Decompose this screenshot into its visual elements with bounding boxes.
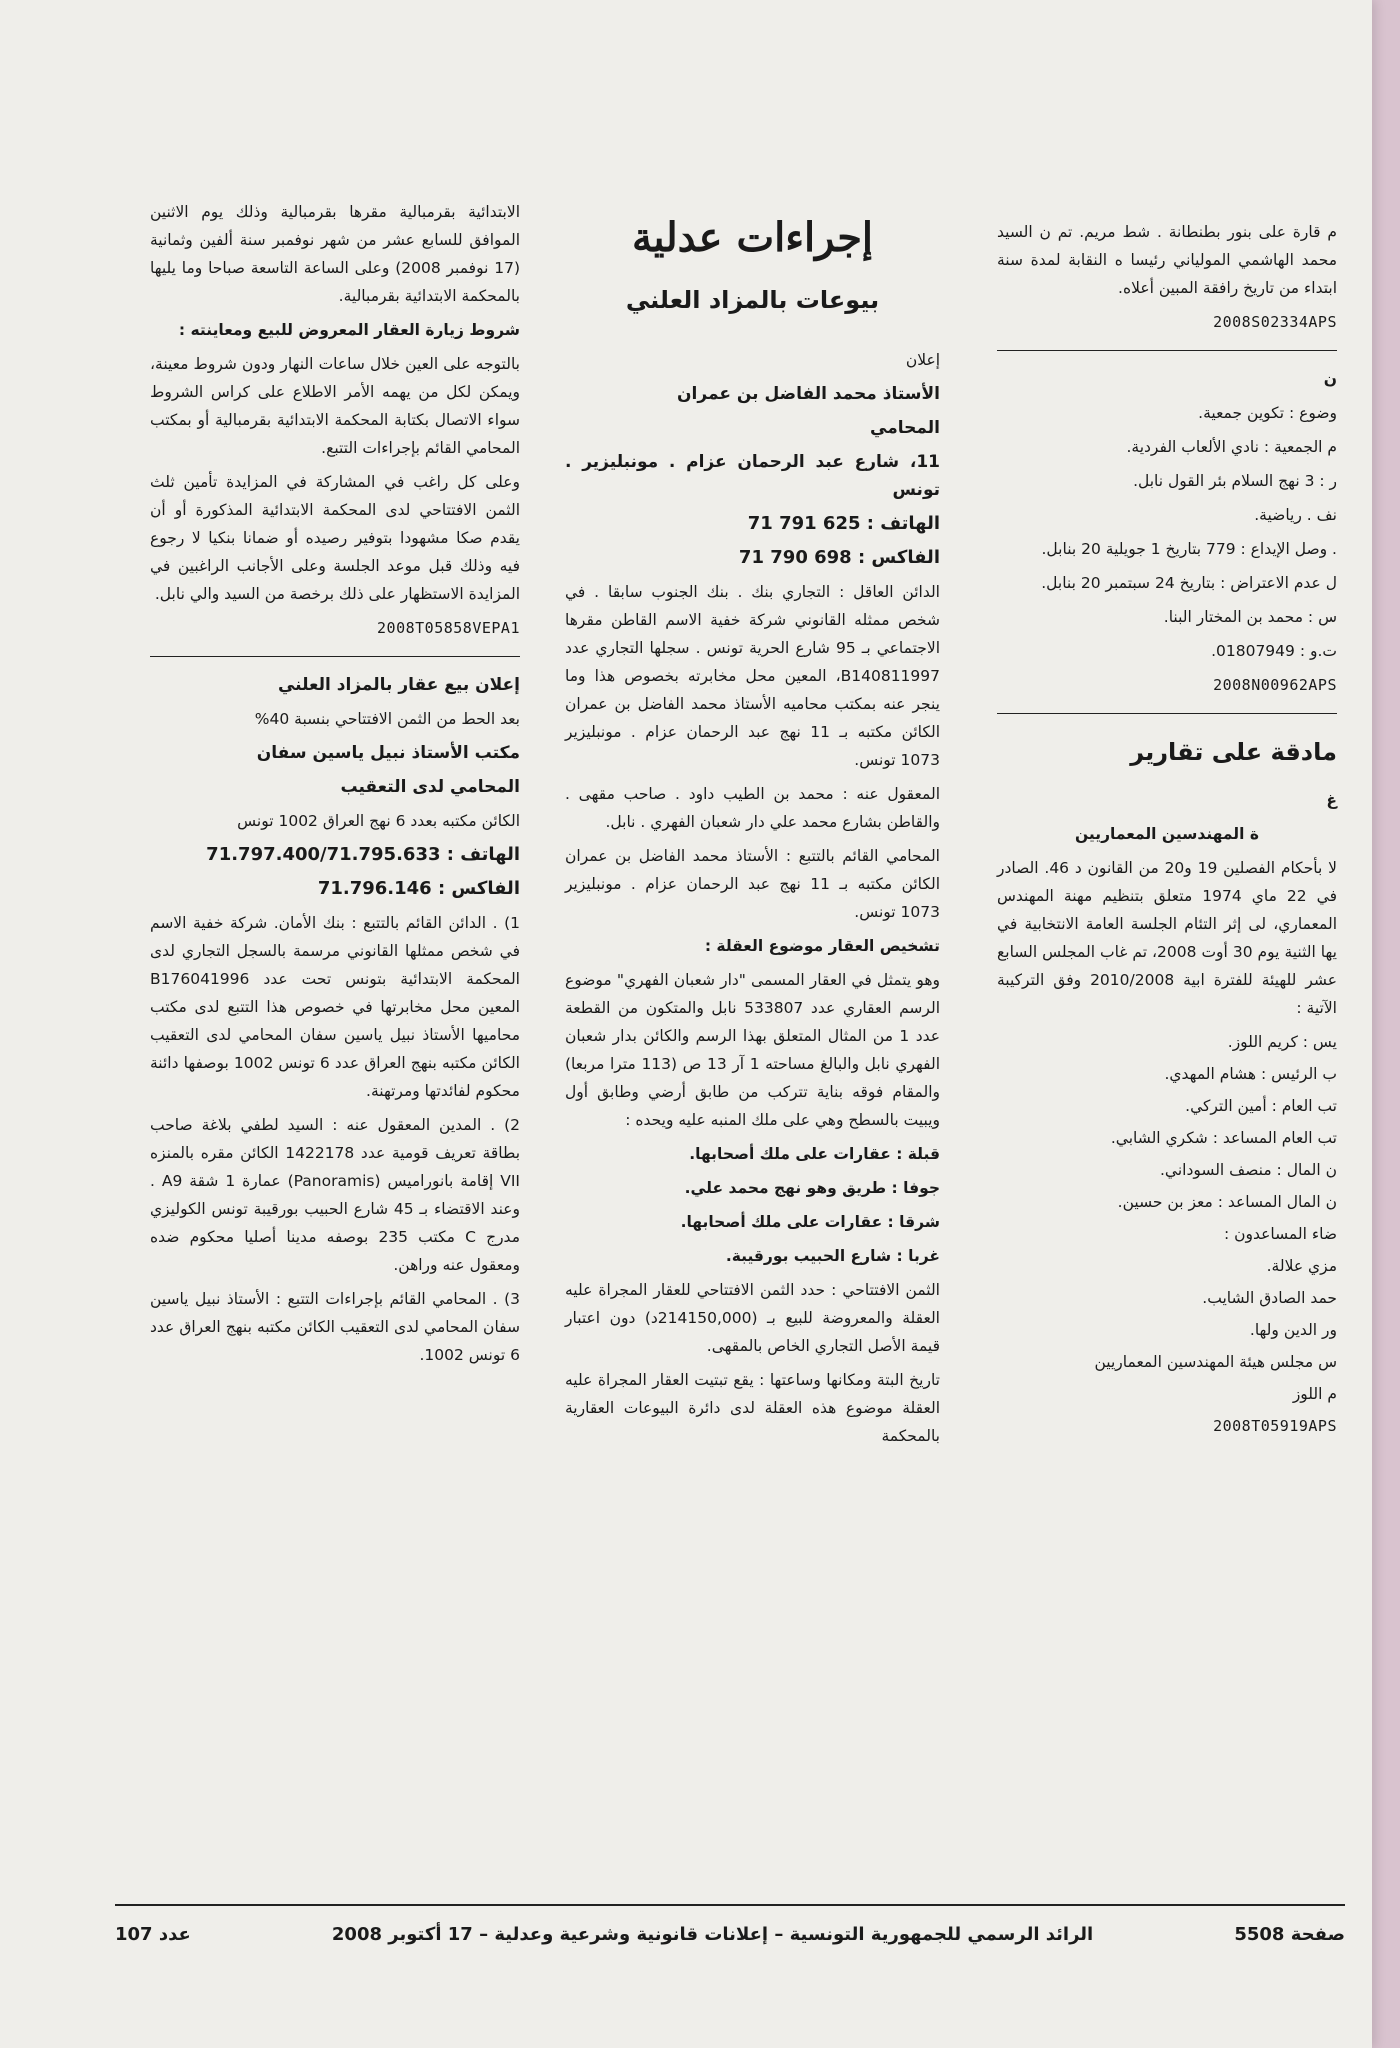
member-item: ب الرئيس : هشام المهدي. (1164, 1065, 1337, 1083)
office-title: المحامي لدى التعقيب (340, 777, 520, 797)
member-item: ن المال : منصف السوداني. (1160, 1161, 1337, 1179)
list-item: نف . رياضية. (1254, 506, 1337, 524)
reference-code: 2008N00962APS (1213, 676, 1337, 694)
lawyer-profession: المحامي (870, 418, 940, 438)
left-column (150, 198, 520, 1375)
member-item: حمد الصادق الشايب. (1202, 1289, 1337, 1307)
paragraph: 1) . الدائن القائم بالتتبع : بنك الأمان. شركة خفية الاسم في شخص ممثلها القانوني مرسمة بالسجل التجاري لدى المحكمة الابتدائية بتونس تحت عدد B176041996 المعين محل مخابرتها في خصوص هذا التتبع لدى مكتب محاميها الأستاذ نبيل ياسين سفان المحامي لدى التعقيب الكائن مكتبه بنهج العراق عدد 6 تونس 1002 بوصفها دائنة محكوم لفائدتها ومرتهنة. (150, 914, 520, 1100)
fax-number: الفاكس : 71.796.146 (317, 878, 520, 899)
paragraph: 3) . المحامي القائم بإجراءات التتبع : الأستاذ نبيل ياسين سفان المحامي لدى التعقيب الكائن مكتبه بنهج العراق عدد 6 تونس 1002. (150, 1290, 520, 1364)
paragraph: الابتدائية بقرمبالية مقرها بقرمبالية وذلك يوم الاثنين الموافق للسابع عشر من شهر نوفمبر سنة ألفين وثمانية (17 نوفمبر 2008) وعلى الساعة التاسعة صباحا وما يليها بالمحكمة الابتدائية بقرمبالية. (150, 203, 520, 305)
paragraph: م قارة على بنور بطنطانة . شط مريم. تم ن السيد محمد الهاشمي المولياني رئيسا ه النقابة لمدة سنة ابتداء من تاريخ رافقة المبين أعلاه. (997, 223, 1337, 297)
member-item: يس : كريم اللوز. (1227, 1033, 1337, 1051)
divider (997, 713, 1337, 714)
issue-number: عدد 107 (115, 1923, 191, 1945)
reference-code: 2008T05858VEPA1 (377, 619, 520, 637)
section-title: إجراءات عدلية (631, 214, 874, 261)
member-item: ور الدين ولها. (1249, 1321, 1337, 1339)
paragraph: المحامي القائم بالتتبع : الأستاذ محمد الفاضل بن عمران الكائن مكتبه بـ 11 نهج عبد الرحمان عزام . مونبليزير 1073 تونس. (565, 847, 940, 921)
paragraph: لا بأحكام الفصلين 19 و20 من القانون د 46. الصادر في 22 ماي 1974 متعلق بتنظيم مهنة المهندس المعماري، لى إثر التئام الجلسة العامة الانتخابية في يها الثنية يوم 30 أوت 2008، تم غاب المجلس السابع عشر للهيئة للفترة ابية 2010/2008 وفق التركيبة الآتية : (997, 859, 1338, 1017)
right-column (997, 218, 1337, 1448)
page-footer (115, 1904, 1345, 1954)
paragraph: الثمن الافتتاحي : حدد الثمن الافتتاحي للعقار المجراة عليه العقلة والمعروضة للبيع بـ (214150,000د) دون اعتبار قيمة الأصل التجاري الخاص بالمقهى. (565, 1281, 940, 1355)
list-item: . وصل الإيداع : 779 بتاريخ 1 جويلية 20 بنابل. (1041, 540, 1337, 558)
member-item: تب العام المساعد : شكري الشابي. (1110, 1129, 1337, 1147)
divider (997, 350, 1337, 351)
page-number: صفحة 5508 (1234, 1923, 1345, 1945)
paragraph-heading: شروط زيارة العقار المعروض للبيع ومعاينته : (178, 321, 520, 339)
signature-line: س مجلس هيئة المهندسين المعماريين (1094, 1353, 1337, 1371)
phone-number: الهاتف : 71.797.400/71.795.633 (206, 844, 520, 865)
section-subtitle: بيوعات بالمزاد العلني (625, 286, 880, 314)
paragraph: تاريخ البتة ومكانها وساعتها : يقع تبتيت العقار المجراة عليه العقلة موضوع هذه العقلة لدى دائرة البيوعات العقارية بالمحكمة (565, 1371, 940, 1445)
list-item: وضوع : تكوين جمعية. (1198, 404, 1337, 422)
paragraph: المعقول عنه : محمد بن الطيب داود . صاحب مقهى . والقاطن بشارع محمد علي دار شعبان الفهري . نابل. (565, 785, 940, 831)
paragraph: الدائن العاقل : التجاري بنك . بنك الجنوب سابقا . في شخص ممثله القانوني شركة خفية الاسم القاطن مقرها الاجتماعي بـ 95 شارع الحرية تونس . سجلها التجاري عدد B140811997، المعين محل مخابرته بخصوص هذا وما ينجر عنه بمكتب محاميه الأستاذ محمد الفاضل بن عمران الكائن مكتبه بـ 11 نهج عبد الرحمان عزام . مونبليزير 1073 تونس. (565, 583, 941, 769)
phone-number: الهاتف : 625 791 71 (747, 513, 940, 534)
announcement-label: إعلان (905, 351, 940, 369)
middle-column (565, 210, 940, 1456)
member-item: ضاء المساعدون : (1223, 1225, 1337, 1243)
boundary-item: جوفا : طريق وهو نهج محمد علي. (684, 1179, 940, 1197)
journal-title: الرائد الرسمي للجمهورية التونسية – إعلانات قانونية وشرعية وعدلية – 17 أكتوبر 2008 (331, 1923, 1094, 1945)
boundary-item: شرقا : عقارات على ملك أصحابها. (680, 1213, 940, 1231)
list-item: ت.و : 01807949. (1211, 642, 1337, 660)
office-name: مكتب الأستاذ نبيل ياسين سفان (256, 743, 520, 763)
member-item: تب العام : أمين التركي. (1185, 1097, 1337, 1115)
lawyer-address: 11، شارع عبد الرحمان عزام . مونبليزير . تونس (565, 452, 940, 500)
list-item: ر : 3 نهج السلام بئر القول نابل. (1133, 472, 1337, 490)
list-item: ل عدم الاعتراض : بتاريخ 24 سبتمبر 20 بنابل. (1041, 574, 1337, 592)
list-item: م الجمعية : نادي الألعاب الفردية. (1126, 438, 1337, 456)
paragraph: بالتوجه على العين خلال ساعات النهار ودون شروط معينة، ويمكن لكل من يهمه الأمر الاطلاع على كراس الشروط سواء الاتصال بكتابة المحكمة الابتدائية بقرمبالية أو بمكتب المحامي القائم بإجراءات التتبع. (150, 355, 520, 457)
lawyer-name: الأستاذ محمد الفاضل بن عمران (677, 384, 940, 404)
organization-name: ة المهندسين المعماريين (1074, 825, 1259, 843)
office-address: الكائن مكتبه بعدد 6 نهج العراق 1002 تونس (237, 812, 520, 830)
paragraph: وعلى كل راغب في المشاركة في المزايدة تأمين ثلث الثمن الافتتاحي لدى المحكمة الابتدائية المذكورة أو أن يقدم صكا مشهودا بتوفير رصيده أو ضمانا بنكيا لا رجوع فيه وذلك قبل موعد الجلسة وعلى الأجانب الراغبين في المزايدة الاستظهار على ذلك برخصة من السيد والي نابل. (150, 473, 520, 603)
divider (150, 656, 520, 657)
paragraph: 2) . المدين المعقول عنه : السيد لطفي بلاغة صاحب بطاقة تعريف قومية عدد 1422178 الكائن مقره بالمنزه VII إقامة بانوراميس (Panoramis) عمارة 1 شقة A9 . وعند الاقتضاء بـ 45 شارع الحبيب بورقيبة تونس الكوليزي مدرج C مكتب 235 بوصفه مدينا أصليا محكوم ضده ومعقول عنه وراهن. (150, 1116, 521, 1274)
section-heading: ن (1323, 370, 1337, 388)
boundary-item: قبلة : عقارات على ملك أصحابها. (689, 1145, 940, 1163)
notice-heading: غ (1326, 791, 1337, 809)
boundary-item: غربا : شارع الحبيب بورقيبة. (725, 1247, 940, 1265)
reference-code: 2008T05919APS (1213, 1417, 1337, 1435)
member-item: مزي علالة. (1266, 1257, 1337, 1275)
reference-code: 2008S02334APS (1213, 313, 1337, 331)
member-item: ن المال المساعد : معز بن حسين. (1117, 1193, 1337, 1211)
list-item: س : محمد بن المختار البنا. (1163, 608, 1337, 626)
paragraph-heading: تشخيص العقار موضوع العقلة : (704, 937, 940, 955)
announcement-subtitle: بعد الحط من الثمن الافتتاحي بنسبة 40% (254, 710, 520, 728)
paragraph: وهو يتمثل في العقار المسمى "دار شعبان الفهري" موضوع الرسم العقاري عدد 533807 نابل والمتكون من القطعة عدد 1 من المثال المتعلق بهذا الرسم والكائن بدار شعبان الفهري نابل والبالغ مساحته 1 آر 13 ص (113 مترا مربعا) والمقام فوقه بناية تتركب من طابق أرضي وطابق أول ويبيت بالسطح وهي على ملك المنبه عليه ويحده : (565, 971, 941, 1129)
fax-number: الفاكس : 698 790 71 (738, 547, 940, 568)
announcement-title: إعلان بيع عقار بالمزاد العلني (277, 675, 520, 695)
section-title: مادقة على تقارير (1130, 738, 1337, 766)
signature-name: م اللوز (1292, 1385, 1337, 1403)
